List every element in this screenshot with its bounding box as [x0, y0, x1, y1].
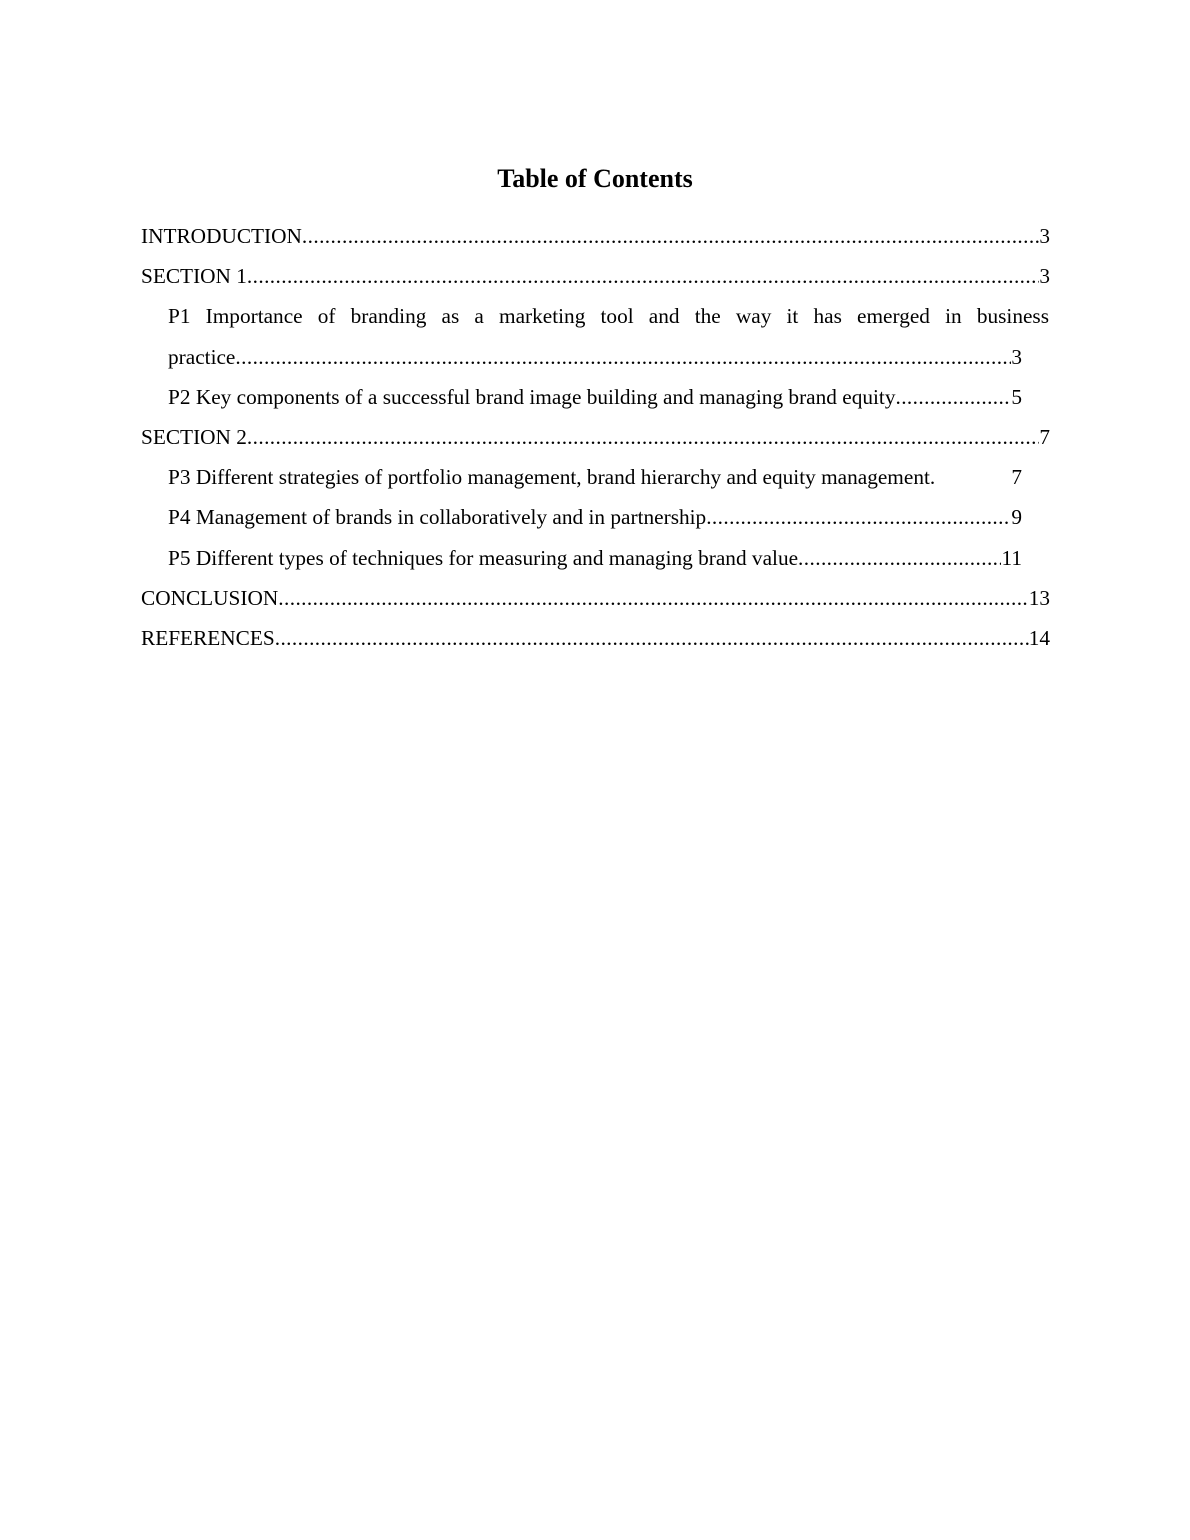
toc-entry-p5[interactable]	[168, 538, 1022, 578]
dot-leader	[706, 497, 1011, 537]
toc-entry-introduction[interactable]	[141, 216, 1050, 256]
toc-entry-p3[interactable]	[168, 457, 1022, 497]
toc-entry-label: INTRODUCTION	[141, 224, 302, 248]
table-of-contents	[141, 216, 1050, 658]
toc-page-number: 7	[1011, 465, 1022, 490]
toc-entry-p2[interactable]	[168, 377, 1022, 417]
toc-entry-label: SECTION 2	[141, 424, 247, 449]
dot-leader	[798, 538, 1001, 578]
dot-leader	[275, 618, 1029, 658]
toc-entry-conclusion[interactable]	[141, 578, 1050, 618]
toc-page-number: 5	[1011, 384, 1022, 409]
toc-entry-p1[interactable]	[168, 296, 1049, 376]
toc-page-number: 14	[1028, 625, 1050, 650]
dot-leader	[278, 578, 1028, 618]
toc-entry-section-2[interactable]	[141, 417, 1050, 457]
toc-page-number: 3	[1039, 264, 1050, 289]
toc-entry-label: CONCLUSION	[141, 585, 279, 610]
toc-entry-p4[interactable]	[168, 497, 1022, 537]
dot-leader	[302, 216, 1039, 256]
dot-leader	[895, 377, 1011, 417]
toc-page-number: 3	[1011, 344, 1022, 369]
toc-entry-section-1[interactable]	[141, 256, 1050, 296]
toc-entry-label: REFERENCES	[141, 625, 275, 650]
toc-entry-label: P2 Key components of a successful brand image building and managing brand equity	[168, 384, 896, 409]
toc-entry-references[interactable]	[141, 618, 1050, 658]
toc-entry-label-line2: practice	[168, 344, 236, 369]
toc-entry-label: SECTION 1	[141, 264, 247, 289]
toc-entry-label-line1: P1 Importance of branding as a marketing tool and the way it has emerged in business	[168, 304, 1049, 329]
toc-page-number: 9	[1011, 505, 1022, 530]
toc-page-number: 7	[1039, 424, 1050, 449]
dot-leader	[247, 417, 1039, 457]
toc-entry-label: P3 Different strategies of portfolio management, brand hierarchy and equity management.	[168, 465, 936, 490]
dot-leader	[235, 337, 1011, 377]
toc-page-number: 3	[1039, 224, 1050, 248]
toc-page-number: 13	[1028, 585, 1050, 610]
toc-entry-label: P5 Different types of techniques for measuring and managing brand value	[168, 545, 799, 570]
dot-leader	[247, 256, 1039, 296]
toc-entry-label: P4 Management of brands in collaboratively and in partnership	[168, 505, 707, 530]
toc-page-number: 11	[1001, 545, 1022, 570]
toc-title: Table of Contents	[497, 164, 693, 193]
